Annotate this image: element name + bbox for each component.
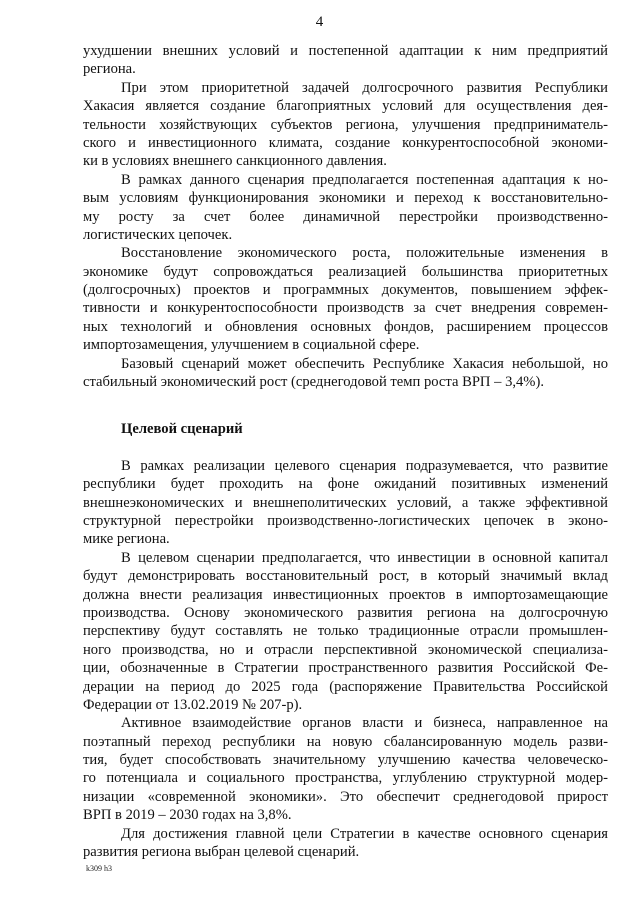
- text-line: структурной перестройки производственно-логистических цепочек в эконо-: [83, 512, 608, 529]
- paragraph: [83, 714, 608, 824]
- text-line: Активное взаимодействие органов власти и бизнеса, направленное на: [121, 715, 608, 732]
- text-line: будут демонстрировать восстановительный рост, в который значимый вклад: [83, 568, 608, 585]
- text-line: ции, обозначенные в Стратегии пространственного развития Российской Фе-: [83, 660, 608, 677]
- paragraph: [83, 42, 608, 79]
- text-line: стабильный экономический рост (среднегодовой темп роста ВРП – 3,4%).: [83, 374, 544, 391]
- text-line: тельности хозяйствующих субъектов региона, улучшения предприниматель-: [83, 116, 608, 133]
- text-line: ВРП в 2019 – 2030 годах на 3,8%.: [83, 807, 292, 824]
- text-line: низации «современной экономики». Это обеспечит среднегодовой прирост: [83, 788, 608, 805]
- text-line: При этом приоритетной задачей долгосрочного развития Республики: [121, 79, 608, 96]
- text-line: ского и инвестиционного климата, создание конкурентоспособной экономи-: [83, 134, 608, 151]
- text-line: внешнеэкономических и внешнеполитических условий, а также эффективной: [83, 494, 608, 511]
- paragraph: [83, 549, 608, 715]
- footer-code: k309 h3: [86, 864, 112, 873]
- paragraph: [83, 79, 608, 171]
- text-line: Федерации от 13.02.2019 № 207-р).: [83, 696, 303, 713]
- text-line: региона.: [83, 61, 136, 78]
- text-line: В рамках реализации целевого сценария подразумевается, что развитие: [121, 457, 608, 474]
- paragraph: [83, 825, 608, 862]
- text-line: дерации на период до 2025 года (распоряжение Правительства Российской: [83, 678, 608, 695]
- text-line: развития региона выбран целевой сценарий.: [83, 844, 360, 861]
- text-line: ного производства, но и отрасли перспективной экономической специализа-: [83, 641, 608, 658]
- paragraph: [83, 355, 608, 392]
- text-line: тивности и конкурентоспособности производств за счет внедрения современ-: [83, 300, 608, 317]
- text-line: поэтапный переход республики на новую сбалансированную модель разви-: [83, 733, 608, 750]
- text-line: республики будет проходить на фоне ожиданий позитивных изменений: [83, 476, 608, 493]
- text-line: должна внести реализация инвестиционных проектов в импортозамещающие: [83, 586, 608, 603]
- text-line: ных технологий и обновления основных фондов, расширением процессов: [83, 318, 608, 335]
- text-line: му росту за счет более динамичной перестройки производственно-: [83, 208, 608, 225]
- text-line: производства. Основу экономического развития региона на долгосрочную: [83, 604, 608, 621]
- text-line: логистических цепочек.: [83, 226, 233, 243]
- text-line: тия, будет способствовать значительному улучшению качества человеческо-: [83, 752, 608, 769]
- text-line: мике региона.: [83, 531, 170, 548]
- paragraph: [83, 244, 608, 354]
- text-line: Восстановление экономического роста, положительные изменения в: [121, 245, 608, 262]
- text-line: Хакасия является создание благоприятных условий для осуществления дея-: [83, 98, 608, 115]
- text-line: импортозамещения, улучшением в социальной сфере.: [83, 337, 420, 354]
- paragraph: [83, 171, 608, 245]
- text-line: В рамках данного сценария предполагается постепенная адаптация к но-: [121, 171, 608, 188]
- text-line: Для достижения главной цели Стратегии в качестве основного сценария: [121, 825, 608, 842]
- text-line: В целевом сценарии предполагается, что инвестиции в основной капитал: [121, 549, 608, 566]
- text-line: экономике будут сопровождаться реализацией большинства приоритетных: [83, 263, 608, 280]
- text-line: Базовый сценарий может обеспечить Республике Хакасия небольшой, но: [121, 355, 608, 372]
- paragraph: [83, 457, 608, 549]
- text-line: (долгосрочных) проектов и программных документов, повышением эффек-: [83, 282, 608, 299]
- document-body: [83, 42, 608, 861]
- text-line: го потенциала и социального пространства, углублению структурной модер-: [83, 770, 608, 787]
- text-line: перспективу будут составлять не только традиционные отрасли промышлен-: [83, 623, 608, 640]
- text-line: ухудшении внешних условий и постепенной адаптации к ним предприятий: [83, 43, 608, 59]
- page-number: 4: [315, 14, 324, 30]
- text-line: ки в условиях внешнего санкционного давления.: [83, 153, 387, 170]
- text-line: вым условиям функционирования экономики и переход к восстановительно-: [83, 190, 608, 207]
- section-heading: Целевой сценарий: [121, 421, 243, 438]
